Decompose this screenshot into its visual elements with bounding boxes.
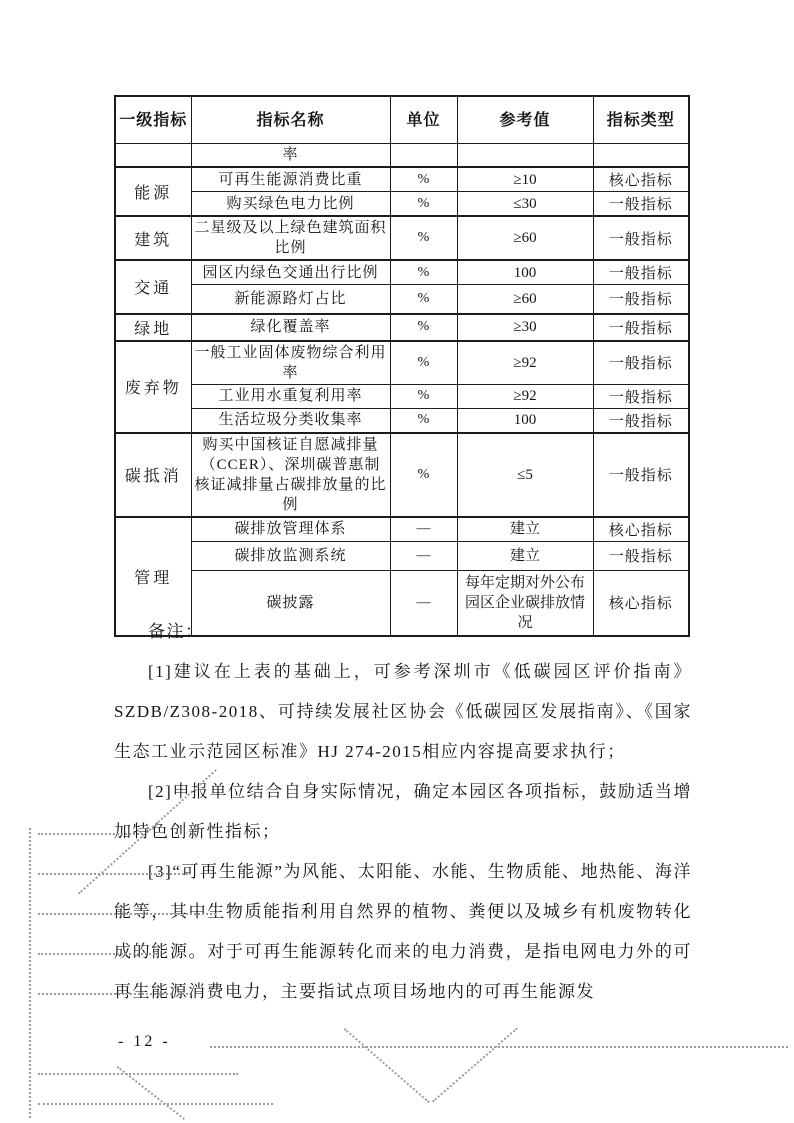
notes-label: 备注： <box>148 622 204 641</box>
scan-artifact <box>38 833 143 835</box>
reference-cell: 100 <box>457 260 593 285</box>
type-cell: 一般指标 <box>593 314 689 341</box>
unit-cell: % <box>390 192 457 217</box>
unit-cell: % <box>390 260 457 285</box>
scan-artifact <box>344 1028 430 1103</box>
unit-cell <box>390 144 457 168</box>
indicator-name-cell: 购买绿色电力比例 <box>191 192 390 217</box>
header-reference-value: 参考值 <box>457 96 593 144</box>
indicator-name-cell: 可再生能源消费比重 <box>191 167 390 192</box>
type-cell: 核心指标 <box>593 517 689 542</box>
reference-cell: ≥10 <box>457 167 593 192</box>
indicator-name-cell: 率 <box>191 144 390 168</box>
type-cell <box>593 144 689 168</box>
reference-cell: 100 <box>457 408 593 433</box>
scan-artifact <box>38 873 188 875</box>
reference-cell: 建立 <box>457 517 593 542</box>
note-item-3: [3]“可再生能源”为风能、太阳能、水能、生物质能、地热能、海洋能等，其中生物质能指利用自然界的植物、粪便以及城乡有机废物转化成的能源。对于可再生能源转化而来的电力消费，是指电网电力外的可再生能源消费电力，主要指试点项目场地内的可再生能源发 <box>114 862 692 1001</box>
header-level1-indicator: 一级指标 <box>115 96 191 144</box>
indicator-name-cell: 购买中国核证自愿减排量（CCER）、深圳碳普惠制核证减排量占碳排放量的比例 <box>191 433 390 517</box>
category-cell-empty <box>115 144 191 168</box>
table-row <box>115 216 689 260</box>
type-cell: 一般指标 <box>593 341 689 385</box>
type-cell: 一般指标 <box>593 541 689 570</box>
reference-cell: 每年定期对外公布园区企业碳排放情况 <box>457 570 593 636</box>
category-cell-building: 建筑 <box>115 216 191 260</box>
table-row <box>115 541 689 570</box>
header-unit: 单位 <box>390 96 457 144</box>
reference-cell: ≥30 <box>457 314 593 341</box>
type-cell: 核心指标 <box>593 167 689 192</box>
unit-cell: — <box>390 541 457 570</box>
scan-artifact <box>38 1073 238 1075</box>
reference-cell: ≥60 <box>457 216 593 260</box>
scan-artifact <box>38 993 188 995</box>
category-cell-carbon-offset: 碳抵消 <box>115 433 191 517</box>
unit-cell: % <box>390 408 457 433</box>
type-cell: 一般指标 <box>593 216 689 260</box>
unit-cell: % <box>390 167 457 192</box>
unit-cell: % <box>390 285 457 314</box>
indicator-name-cell: 碳排放管理体系 <box>191 517 390 542</box>
table-row <box>115 167 689 192</box>
indicator-name-cell: 二星级及以上绿色建筑面积比例 <box>191 216 390 260</box>
category-cell-transport: 交通 <box>115 260 191 314</box>
note-item-2: [2]申报单位结合自身实际情况，确定本园区各项指标，鼓励适当增加特色创新性指标； <box>114 782 692 841</box>
indicator-name-cell: 新能源路灯占比 <box>191 285 390 314</box>
category-cell-management: 管理 <box>115 517 191 637</box>
type-cell: 一般指标 <box>593 433 689 517</box>
indicator-name-cell: 一般工业固体废物综合利用率 <box>191 341 390 385</box>
type-cell: 一般指标 <box>593 285 689 314</box>
note-item-1: [1]建议在上表的基础上，可参考深圳市《低碳园区评价指南》SZDB/Z308-2018、可持续发展社区协会《低碳园区发展指南》、《国家生态工业示范园区标准》HJ 274-2015相应内容提高要求执行； <box>114 662 692 761</box>
unit-cell: — <box>390 517 457 542</box>
reference-cell: ≥60 <box>457 285 593 314</box>
indicator-table <box>114 95 690 637</box>
scan-artifact <box>210 1046 788 1048</box>
table-row <box>115 341 689 385</box>
table-row <box>115 192 689 217</box>
indicator-name-cell: 碳排放监测系统 <box>191 541 390 570</box>
table-row <box>115 384 689 408</box>
table-row <box>115 517 689 542</box>
unit-cell: % <box>390 341 457 385</box>
reference-cell: 建立 <box>457 541 593 570</box>
unit-cell: % <box>390 314 457 341</box>
type-cell: 一般指标 <box>593 384 689 408</box>
category-cell-energy: 能源 <box>115 167 191 216</box>
table-row <box>115 408 689 433</box>
header-indicator-name: 指标名称 <box>191 96 390 144</box>
reference-cell: ≤5 <box>457 433 593 517</box>
table-row <box>115 433 689 517</box>
reference-cell <box>457 144 593 168</box>
header-indicator-type: 指标类型 <box>593 96 689 144</box>
table-row <box>115 314 689 341</box>
table-header-row <box>115 96 689 144</box>
scan-artifact <box>432 1028 518 1103</box>
page-number: - 12 - <box>118 1033 171 1050</box>
scan-artifact <box>29 828 31 1118</box>
table-row <box>115 260 689 285</box>
type-cell: 一般指标 <box>593 408 689 433</box>
reference-cell: ≥92 <box>457 341 593 385</box>
indicator-name-cell: 园区内绿色交通出行比例 <box>191 260 390 285</box>
indicator-name-cell: 工业用水重复利用率 <box>191 384 390 408</box>
unit-cell: % <box>390 384 457 408</box>
scan-artifact <box>38 1103 273 1105</box>
notes-section <box>114 612 692 1012</box>
unit-cell: % <box>390 433 457 517</box>
type-cell: 核心指标 <box>593 570 689 636</box>
unit-cell: — <box>390 570 457 636</box>
type-cell: 一般指标 <box>593 192 689 217</box>
scan-artifact <box>38 953 158 955</box>
indicator-name-cell: 绿化覆盖率 <box>191 314 390 341</box>
reference-cell: ≤30 <box>457 192 593 217</box>
unit-cell: % <box>390 216 457 260</box>
category-cell-greenspace: 绿地 <box>115 314 191 341</box>
table-row-carryover <box>115 144 689 168</box>
category-cell-waste: 废弃物 <box>115 341 191 433</box>
scan-artifact <box>38 913 216 915</box>
reference-cell: ≥92 <box>457 384 593 408</box>
table-row <box>115 285 689 314</box>
type-cell: 一般指标 <box>593 260 689 285</box>
indicator-name-cell: 生活垃圾分类收集率 <box>191 408 390 433</box>
indicator-name-cell: 碳披露 <box>191 570 390 636</box>
